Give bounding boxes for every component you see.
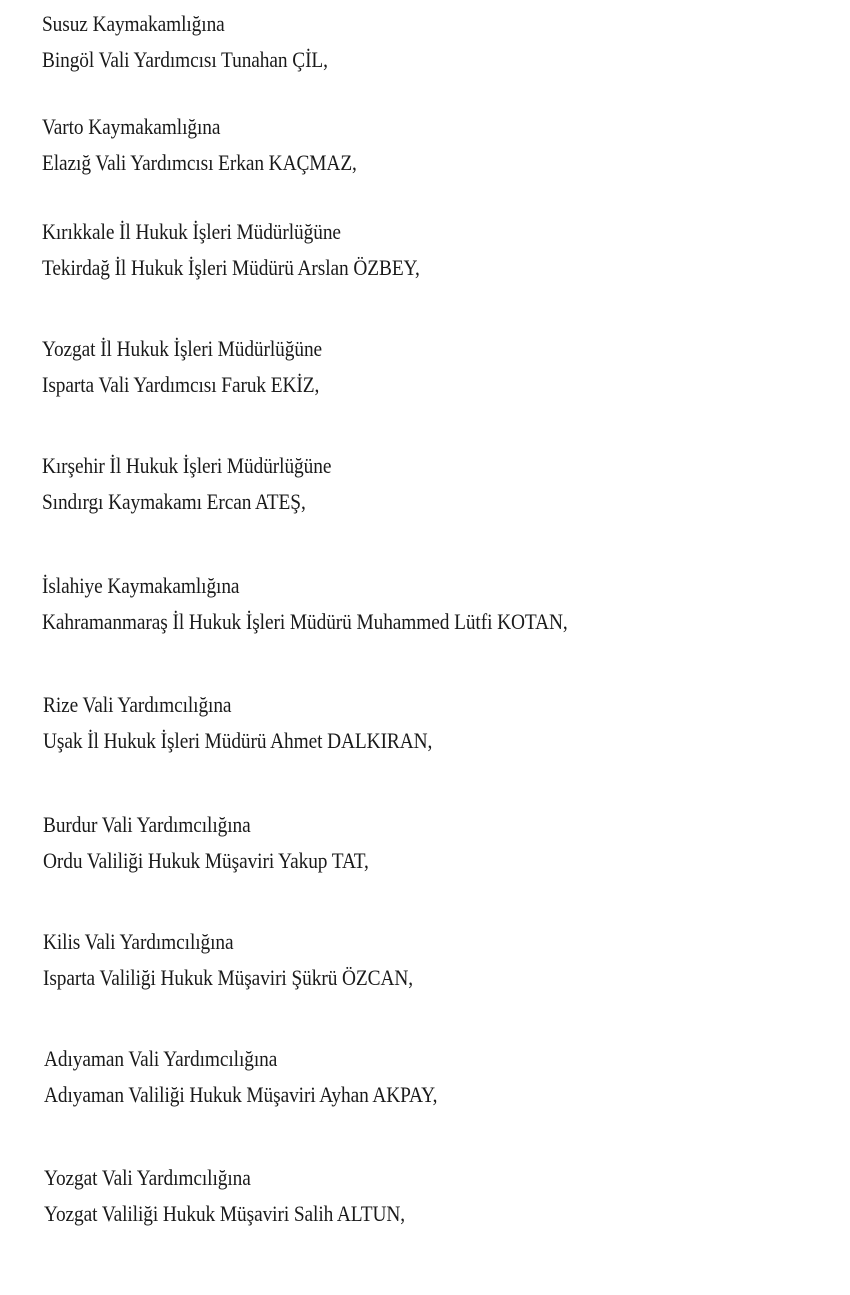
position-title: İslahiye Kaymakamlığına: [42, 573, 240, 598]
appointee-line: Isparta Valiliği Hukuk Müşaviri Şükrü ÖZCAN,: [43, 965, 414, 990]
position-title: Yozgat İl Hukuk İşleri Müdürlüğüne: [42, 336, 323, 361]
appointee-line: Ordu Valiliği Hukuk Müşaviri Yakup TAT,: [43, 848, 369, 873]
position-title: Rize Vali Yardımcılığına: [43, 692, 232, 717]
position-title: Kilis Vali Yardımcılığına: [43, 929, 234, 954]
appointment-entry: [43, 924, 833, 996]
appointee-line: Bingöl Vali Yardımcısı Tunahan ÇİL,: [42, 47, 328, 72]
appointment-entry: [43, 807, 833, 879]
appointee-line: Kahramanmaraş İl Hukuk İşleri Müdürü Muhammed Lütfi KOTAN,: [42, 609, 568, 634]
appointment-entry: [42, 331, 832, 403]
position-title: Kırşehir İl Hukuk İşleri Müdürlüğüne: [42, 453, 332, 478]
appointee-line: Yozgat Valiliği Hukuk Müşaviri Salih ALTUN,: [44, 1201, 406, 1226]
position-title: Burdur Vali Yardımcılığına: [43, 812, 251, 837]
appointment-entry: [44, 1041, 834, 1113]
appointee-line: Adıyaman Valiliği Hukuk Müşaviri Ayhan AKPAY,: [44, 1082, 438, 1107]
appointee-line: Isparta Vali Yardımcısı Faruk EKİZ,: [42, 372, 320, 397]
position-title: Varto Kaymakamlığına: [42, 114, 221, 139]
position-title: Yozgat Vali Yardımcılığına: [44, 1165, 251, 1190]
appointment-entry: [43, 687, 833, 759]
appointee-line: Uşak İl Hukuk İşleri Müdürü Ahmet DALKIRAN,: [43, 728, 433, 753]
appointment-entry: [42, 6, 832, 78]
appointment-entry: [42, 214, 832, 286]
appointee-line: Elazığ Vali Yardımcısı Erkan KAÇMAZ,: [42, 150, 357, 175]
position-title: Susuz Kaymakamlığına: [42, 11, 225, 36]
appointment-entry: [42, 568, 832, 640]
appointee-line: Sındırgı Kaymakamı Ercan ATEŞ,: [42, 489, 306, 514]
appointee-line: Tekirdağ İl Hukuk İşleri Müdürü Arslan ÖZBEY,: [42, 255, 420, 280]
appointment-entry: [42, 448, 832, 520]
position-title: Kırıkkale İl Hukuk İşleri Müdürlüğüne: [42, 219, 341, 244]
appointment-entry: [42, 109, 832, 181]
appointment-entry: [44, 1160, 834, 1232]
position-title: Adıyaman Vali Yardımcılığına: [44, 1046, 278, 1071]
